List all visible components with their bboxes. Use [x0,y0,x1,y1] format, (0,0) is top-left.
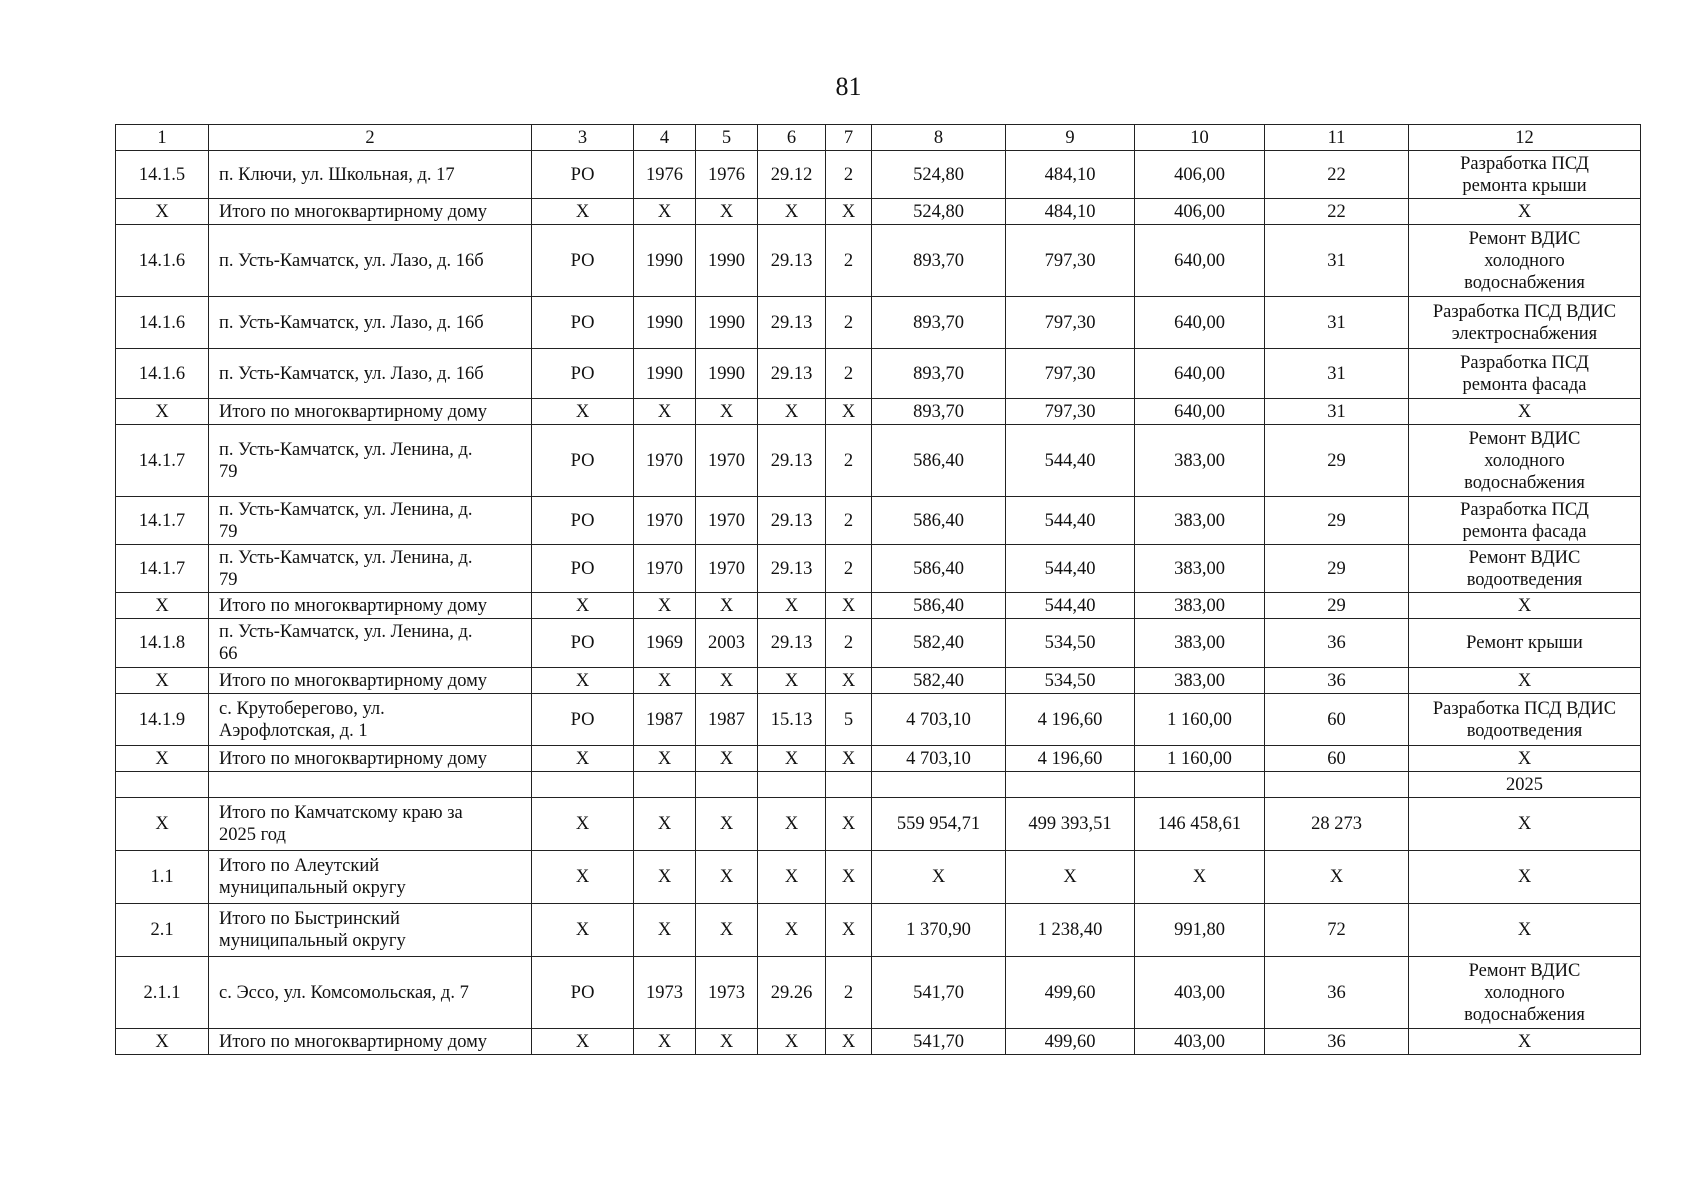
type-cell: РО [532,225,634,297]
type-cell: РО [532,349,634,399]
column-header: 3 [532,125,634,151]
code-cell: Х [758,1029,826,1055]
area-cell: 383,00 [1135,668,1265,694]
code-cell: 29.12 [758,151,826,199]
floors-cell: Х [826,399,872,425]
address-cell: п. Усть-Камчатск, ул. Ленина, д. 79 [209,545,532,593]
year-cell: 2003 [696,619,758,668]
floors-cell: 5 [826,694,872,746]
area-total-cell: 541,70 [872,1029,1006,1055]
row-number-cell: Х [116,399,209,425]
year-cell: 1973 [696,957,758,1029]
row-number-cell: Х [116,1029,209,1055]
table-row [116,349,1641,399]
year-cell: 1970 [696,545,758,593]
work-type-cell: Х [1409,904,1641,957]
residents-cell: 29 [1265,545,1409,593]
year-cell [696,772,758,798]
type-cell: РО [532,425,634,497]
year-built-cell: Х [634,746,696,772]
residents-cell: 60 [1265,746,1409,772]
residents-cell: 31 [1265,349,1409,399]
address-cell: п. Усть-Камчатск, ул. Ленина, д. 79 [209,425,532,497]
area-cell [1135,772,1265,798]
address-cell: п. Усть-Камчатск, ул. Лазо, д. 16б [209,297,532,349]
work-type-cell: Х [1409,798,1641,851]
row-number-cell: 14.1.9 [116,694,209,746]
table-row [116,497,1641,545]
work-type-cell: Разработка ПСД ВДИС водоотведения [1409,694,1641,746]
address-cell: п. Усть-Камчатск, ул. Ленина, д. 79 [209,497,532,545]
area-cell: 640,00 [1135,297,1265,349]
type-cell: Х [532,399,634,425]
year-cell: Х [696,904,758,957]
work-type-cell: Разработка ПСД ремонта крыши [1409,151,1641,199]
row-number-cell: Х [116,593,209,619]
work-type-cell: Ремонт ВДИС холодного водоснабжения [1409,225,1641,297]
row-number-cell [116,772,209,798]
area-living-cell: 484,10 [1006,151,1135,199]
header-row [116,125,1641,151]
year-built-cell: 1987 [634,694,696,746]
type-cell: РО [532,619,634,668]
code-cell: Х [758,798,826,851]
code-cell: Х [758,199,826,225]
area-living-cell: 797,30 [1006,225,1135,297]
type-cell: РО [532,957,634,1029]
residents-cell [1265,772,1409,798]
column-header: 7 [826,125,872,151]
address-cell: п. Ключи, ул. Школьная, д. 17 [209,151,532,199]
area-cell: 640,00 [1135,399,1265,425]
table-row [116,798,1641,851]
address-cell: п. Усть-Камчатск, ул. Ленина, д. 66 [209,619,532,668]
row-number-cell: Х [116,746,209,772]
area-cell: 146 458,61 [1135,798,1265,851]
table-row [116,425,1641,497]
year-built-cell: 1990 [634,225,696,297]
type-cell: Х [532,668,634,694]
page-number: 81 [835,72,862,101]
area-total-cell: 1 370,90 [872,904,1006,957]
table-row [116,225,1641,297]
residents-cell: 28 273 [1265,798,1409,851]
table-row [116,772,1641,798]
year-built-cell: 1976 [634,151,696,199]
work-type-cell: Ремонт ВДИС холодного водоснабжения [1409,957,1641,1029]
work-type-cell: Ремонт крыши [1409,619,1641,668]
year-built-cell: Х [634,1029,696,1055]
area-total-cell: 559 954,71 [872,798,1006,851]
residents-cell: 72 [1265,904,1409,957]
type-cell: Х [532,746,634,772]
row-number-cell: 14.1.7 [116,497,209,545]
work-type-cell: Разработка ПСД ремонта фасада [1409,349,1641,399]
floors-cell: Х [826,199,872,225]
area-total-cell: 586,40 [872,425,1006,497]
table-row [116,399,1641,425]
work-type-cell: 2025 [1409,772,1641,798]
work-type-cell: Разработка ПСД ВДИС электроснабжения [1409,297,1641,349]
area-cell: 1 160,00 [1135,694,1265,746]
code-cell: 29.13 [758,297,826,349]
address-cell: Итого по многоквартирному дому [209,746,532,772]
year-cell: 1976 [696,151,758,199]
year-built-cell: 1973 [634,957,696,1029]
address-cell [209,772,532,798]
year-built-cell: 1970 [634,545,696,593]
code-cell: 29.13 [758,497,826,545]
table-row [116,545,1641,593]
year-built-cell: 1990 [634,297,696,349]
area-cell: 403,00 [1135,1029,1265,1055]
type-cell: Х [532,904,634,957]
year-built-cell: Х [634,904,696,957]
area-cell: 406,00 [1135,199,1265,225]
year-built-cell: Х [634,593,696,619]
row-number-cell: 2.1 [116,904,209,957]
floors-cell: Х [826,593,872,619]
table-row [116,957,1641,1029]
floors-cell: 2 [826,425,872,497]
type-cell: Х [532,593,634,619]
code-cell: Х [758,746,826,772]
year-cell: 1970 [696,425,758,497]
floors-cell: 2 [826,497,872,545]
floors-cell: Х [826,1029,872,1055]
residents-cell: 22 [1265,151,1409,199]
area-living-cell: 499,60 [1006,957,1135,1029]
area-total-cell: 4 703,10 [872,746,1006,772]
code-cell: 29.13 [758,225,826,297]
column-header: 1 [116,125,209,151]
row-number-cell: Х [116,199,209,225]
table-row [116,151,1641,199]
row-number-cell: 14.1.6 [116,297,209,349]
area-cell: 403,00 [1135,957,1265,1029]
area-cell: 383,00 [1135,545,1265,593]
work-type-cell: Х [1409,851,1641,904]
column-header: 5 [696,125,758,151]
year-built-cell: Х [634,851,696,904]
area-living-cell: 484,10 [1006,199,1135,225]
address-cell: Итого по многоквартирному дому [209,668,532,694]
work-type-cell: Х [1409,399,1641,425]
area-total-cell: 524,80 [872,199,1006,225]
residents-cell: 22 [1265,199,1409,225]
area-living-cell: 797,30 [1006,399,1135,425]
row-number-cell: 14.1.7 [116,545,209,593]
code-cell: 29.13 [758,619,826,668]
residents-cell: 36 [1265,619,1409,668]
area-cell: 640,00 [1135,225,1265,297]
column-header: 9 [1006,125,1135,151]
residents-cell: 36 [1265,1029,1409,1055]
area-cell: 640,00 [1135,349,1265,399]
address-cell: Итого по Быстринский муниципальный округу [209,904,532,957]
code-cell: Х [758,668,826,694]
type-cell: Х [532,851,634,904]
year-cell: Х [696,668,758,694]
year-cell: Х [696,593,758,619]
row-number-cell: Х [116,798,209,851]
year-built-cell: Х [634,798,696,851]
floors-cell: 2 [826,349,872,399]
year-cell: Х [696,199,758,225]
code-cell: 29.13 [758,545,826,593]
area-living-cell: 544,40 [1006,545,1135,593]
data-table [115,124,1641,1055]
area-total-cell: 4 703,10 [872,694,1006,746]
row-number-cell: 14.1.5 [116,151,209,199]
table-row [116,904,1641,957]
table-row [116,593,1641,619]
floors-cell: 2 [826,619,872,668]
area-cell: 383,00 [1135,593,1265,619]
floors-cell: Х [826,746,872,772]
type-cell: РО [532,545,634,593]
area-living-cell: 1 238,40 [1006,904,1135,957]
area-cell: 383,00 [1135,425,1265,497]
floors-cell: Х [826,668,872,694]
code-cell: Х [758,593,826,619]
type-cell: Х [532,1029,634,1055]
row-number-cell: 2.1.1 [116,957,209,1029]
code-cell: 29.13 [758,425,826,497]
area-living-cell: 544,40 [1006,425,1135,497]
floors-cell: 2 [826,957,872,1029]
code-cell: 29.26 [758,957,826,1029]
area-total-cell: 586,40 [872,497,1006,545]
row-number-cell: 14.1.6 [116,225,209,297]
area-cell: Х [1135,851,1265,904]
year-cell: Х [696,851,758,904]
area-total-cell: 893,70 [872,399,1006,425]
table-row [116,851,1641,904]
year-built-cell: Х [634,199,696,225]
type-cell [532,772,634,798]
area-cell: 406,00 [1135,151,1265,199]
work-type-cell: Х [1409,746,1641,772]
year-cell: Х [696,798,758,851]
column-header: 4 [634,125,696,151]
year-cell: 1970 [696,497,758,545]
code-cell [758,772,826,798]
floors-cell: 2 [826,545,872,593]
residents-cell: 36 [1265,668,1409,694]
area-living-cell: 544,40 [1006,593,1135,619]
year-built-cell: 1970 [634,425,696,497]
type-cell: РО [532,497,634,545]
area-total-cell: 541,70 [872,957,1006,1029]
table-row [116,668,1641,694]
type-cell: Х [532,199,634,225]
column-header: 2 [209,125,532,151]
address-cell: Итого по многоквартирному дому [209,593,532,619]
floors-cell [826,772,872,798]
area-living-cell [1006,772,1135,798]
address-cell: Итого по Камчатскому краю за 2025 год [209,798,532,851]
area-total-cell: 582,40 [872,619,1006,668]
code-cell: Х [758,851,826,904]
type-cell: РО [532,297,634,349]
type-cell: Х [532,798,634,851]
year-cell: 1987 [696,694,758,746]
year-built-cell: 1970 [634,497,696,545]
area-living-cell: Х [1006,851,1135,904]
area-total-cell: 586,40 [872,593,1006,619]
work-type-cell: Разработка ПСД ремонта фасада [1409,497,1641,545]
type-cell: РО [532,694,634,746]
area-living-cell: 499,60 [1006,1029,1135,1055]
column-header: 12 [1409,125,1641,151]
row-number-cell: 14.1.7 [116,425,209,497]
address-cell: Итого по многоквартирному дому [209,399,532,425]
row-number-cell: Х [116,668,209,694]
area-living-cell: 534,50 [1006,619,1135,668]
year-cell: Х [696,399,758,425]
year-cell: Х [696,746,758,772]
year-built-cell: Х [634,399,696,425]
floors-cell: Х [826,798,872,851]
address-cell: п. Усть-Камчатск, ул. Лазо, д. 16б [209,225,532,297]
floors-cell: 2 [826,297,872,349]
table-row [116,619,1641,668]
area-living-cell: 499 393,51 [1006,798,1135,851]
year-built-cell: 1969 [634,619,696,668]
residents-cell: 36 [1265,957,1409,1029]
table-row [116,746,1641,772]
code-cell: Х [758,399,826,425]
residents-cell: 29 [1265,497,1409,545]
residents-cell: 60 [1265,694,1409,746]
area-total-cell [872,772,1006,798]
year-built-cell: Х [634,668,696,694]
area-total-cell: 524,80 [872,151,1006,199]
area-total-cell: 893,70 [872,225,1006,297]
area-living-cell: 797,30 [1006,349,1135,399]
row-number-cell: 14.1.8 [116,619,209,668]
year-cell: Х [696,1029,758,1055]
year-cell: 1990 [696,297,758,349]
floors-cell: Х [826,851,872,904]
area-cell: 383,00 [1135,619,1265,668]
residents-cell: 31 [1265,297,1409,349]
code-cell: 15.13 [758,694,826,746]
area-living-cell: 534,50 [1006,668,1135,694]
address-cell: с. Крутоберегово, ул. Аэрофлотская, д. 1 [209,694,532,746]
column-header: 8 [872,125,1006,151]
column-header: 11 [1265,125,1409,151]
area-cell: 1 160,00 [1135,746,1265,772]
row-number-cell: 1.1 [116,851,209,904]
residents-cell: 29 [1265,593,1409,619]
year-cell: 1990 [696,225,758,297]
area-living-cell: 797,30 [1006,297,1135,349]
work-type-cell: Х [1409,1029,1641,1055]
area-total-cell: 893,70 [872,297,1006,349]
address-cell: п. Усть-Камчатск, ул. Лазо, д. 16б [209,349,532,399]
work-type-cell: Ремонт ВДИС водоотведения [1409,545,1641,593]
area-total-cell: 582,40 [872,668,1006,694]
area-total-cell: Х [872,851,1006,904]
code-cell: Х [758,904,826,957]
year-built-cell: 1990 [634,349,696,399]
table-row [116,297,1641,349]
work-type-cell: Х [1409,668,1641,694]
row-number-cell: 14.1.6 [116,349,209,399]
column-header: 6 [758,125,826,151]
residents-cell: Х [1265,851,1409,904]
area-living-cell: 544,40 [1006,497,1135,545]
type-cell: РО [532,151,634,199]
work-type-cell: Х [1409,199,1641,225]
address-cell: с. Эссо, ул. Комсомольская, д. 7 [209,957,532,1029]
year-cell: 1990 [696,349,758,399]
residents-cell: 29 [1265,425,1409,497]
address-cell: Итого по многоквартирному дому [209,199,532,225]
residents-cell: 31 [1265,225,1409,297]
area-total-cell: 893,70 [872,349,1006,399]
area-total-cell: 586,40 [872,545,1006,593]
code-cell: 29.13 [758,349,826,399]
area-cell: 991,80 [1135,904,1265,957]
area-living-cell: 4 196,60 [1006,746,1135,772]
table-row [116,199,1641,225]
floors-cell: 2 [826,151,872,199]
area-living-cell: 4 196,60 [1006,694,1135,746]
work-type-cell: Х [1409,593,1641,619]
work-type-cell: Ремонт ВДИС холодного водоснабжения [1409,425,1641,497]
floors-cell: Х [826,904,872,957]
table-row [116,694,1641,746]
table-row [116,1029,1641,1055]
area-cell: 383,00 [1135,497,1265,545]
address-cell: Итого по Алеутский муниципальный округу [209,851,532,904]
residents-cell: 31 [1265,399,1409,425]
floors-cell: 2 [826,225,872,297]
address-cell: Итого по многоквартирному дому [209,1029,532,1055]
column-header: 10 [1135,125,1265,151]
year-built-cell [634,772,696,798]
